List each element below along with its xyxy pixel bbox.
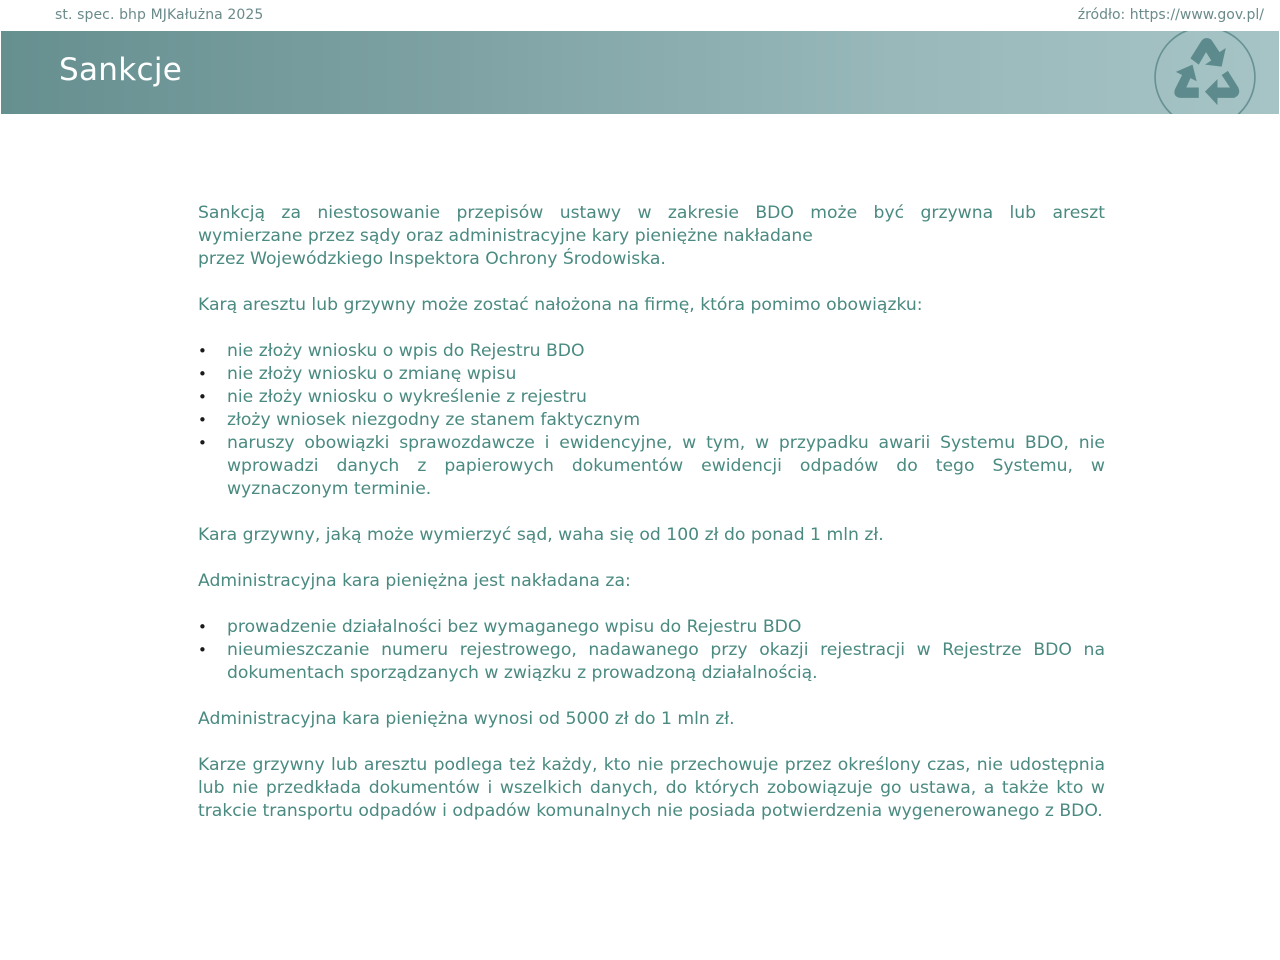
list-item: • nie złoży wniosku o zmianę wpisu [198,364,517,384]
list-item: • prowadzenie działalności bez wymaganego wpisu do Rejestru BDO [198,617,802,637]
intro-line-1: Sankcją za niestosowanie przepisów ustawy w zakresie BDO może być grzywna lub areszt [198,203,1105,223]
admin-penalty-list [198,616,1105,685]
title-banner [1,31,1279,114]
source-credit: źródło: https://www.gov.pl/ [1077,7,1264,23]
closing-paragraph: Karze grzywny lub aresztu podlega też każdy, kto nie przechowuje przez określony czas, nie udostępnia lub nie przedkłada dokumentów i wszelkich danych, do których zobowiązuje go ustawa, a także kto w trakcie transportu odpadów i odpadów komunalnych nie posiada potwierdzenia wygenerowanego z BDO. [198,755,1105,821]
bullet-icon: • [198,365,207,383]
admin-intro: Administracyjna kara pieniężna jest nakładana za: [198,571,631,591]
list-item: • nie złoży wniosku o wykreślenie z rejestru [198,387,587,407]
recycle-icon [1153,31,1257,114]
list-item: • nie złoży wniosku o wpis do Rejestru BDO [198,341,585,361]
arrest-intro: Karą aresztu lub grzywny może zostać nałożona na firmę, która pomimo obowiązku: [198,295,923,315]
bullet-icon: • [198,618,207,636]
intro-line-3: przez Wojewódzkiego Inspektora Ochrony Środowiska. [198,249,666,269]
list-item: • złoży wniosek niezgodny ze stanem faktycznym [198,410,641,430]
intro-paragraph [198,202,1105,271]
bullet-icon: • [198,342,207,360]
top-line [0,0,1280,30]
bullet-icon: • [198,641,207,659]
arrest-conditions-list [198,340,1105,501]
content-body [198,202,1105,823]
admin-range-paragraph: Administracyjna kara pieniężna wynosi od 5000 zł do 1 mln zł. [198,709,735,729]
list-item: • nieumieszczanie numeru rejestrowego, nadawanego przy okazji rejestracji w Rejestrze BDO na dokumentach sporządzanych w związku z prowadzoną działalnością. [198,640,1105,683]
bullet-icon: • [198,388,207,406]
fine-range-paragraph: Kara grzywny, jaką może wymierzyć sąd, waha się od 100 zł do ponad 1 mln zł. [198,525,884,545]
bullet-icon: • [198,411,207,429]
author-credit: st. spec. bhp MJKałużna 2025 [55,7,264,23]
page-title: Sankcje [59,52,183,88]
bullet-icon: • [198,434,207,452]
intro-line-2: wymierzane przez sądy oraz administracyjne kary pieniężne nakładane [198,226,813,246]
list-item: • naruszy obowiązki sprawozdawcze i ewidencyjne, w tym, w przypadku awarii Systemu BDO, nie wprowadzi danych z papierowych dokumentów ewidencji odpadów do tego Systemu, w wyznaczonym terminie. [198,433,1105,499]
